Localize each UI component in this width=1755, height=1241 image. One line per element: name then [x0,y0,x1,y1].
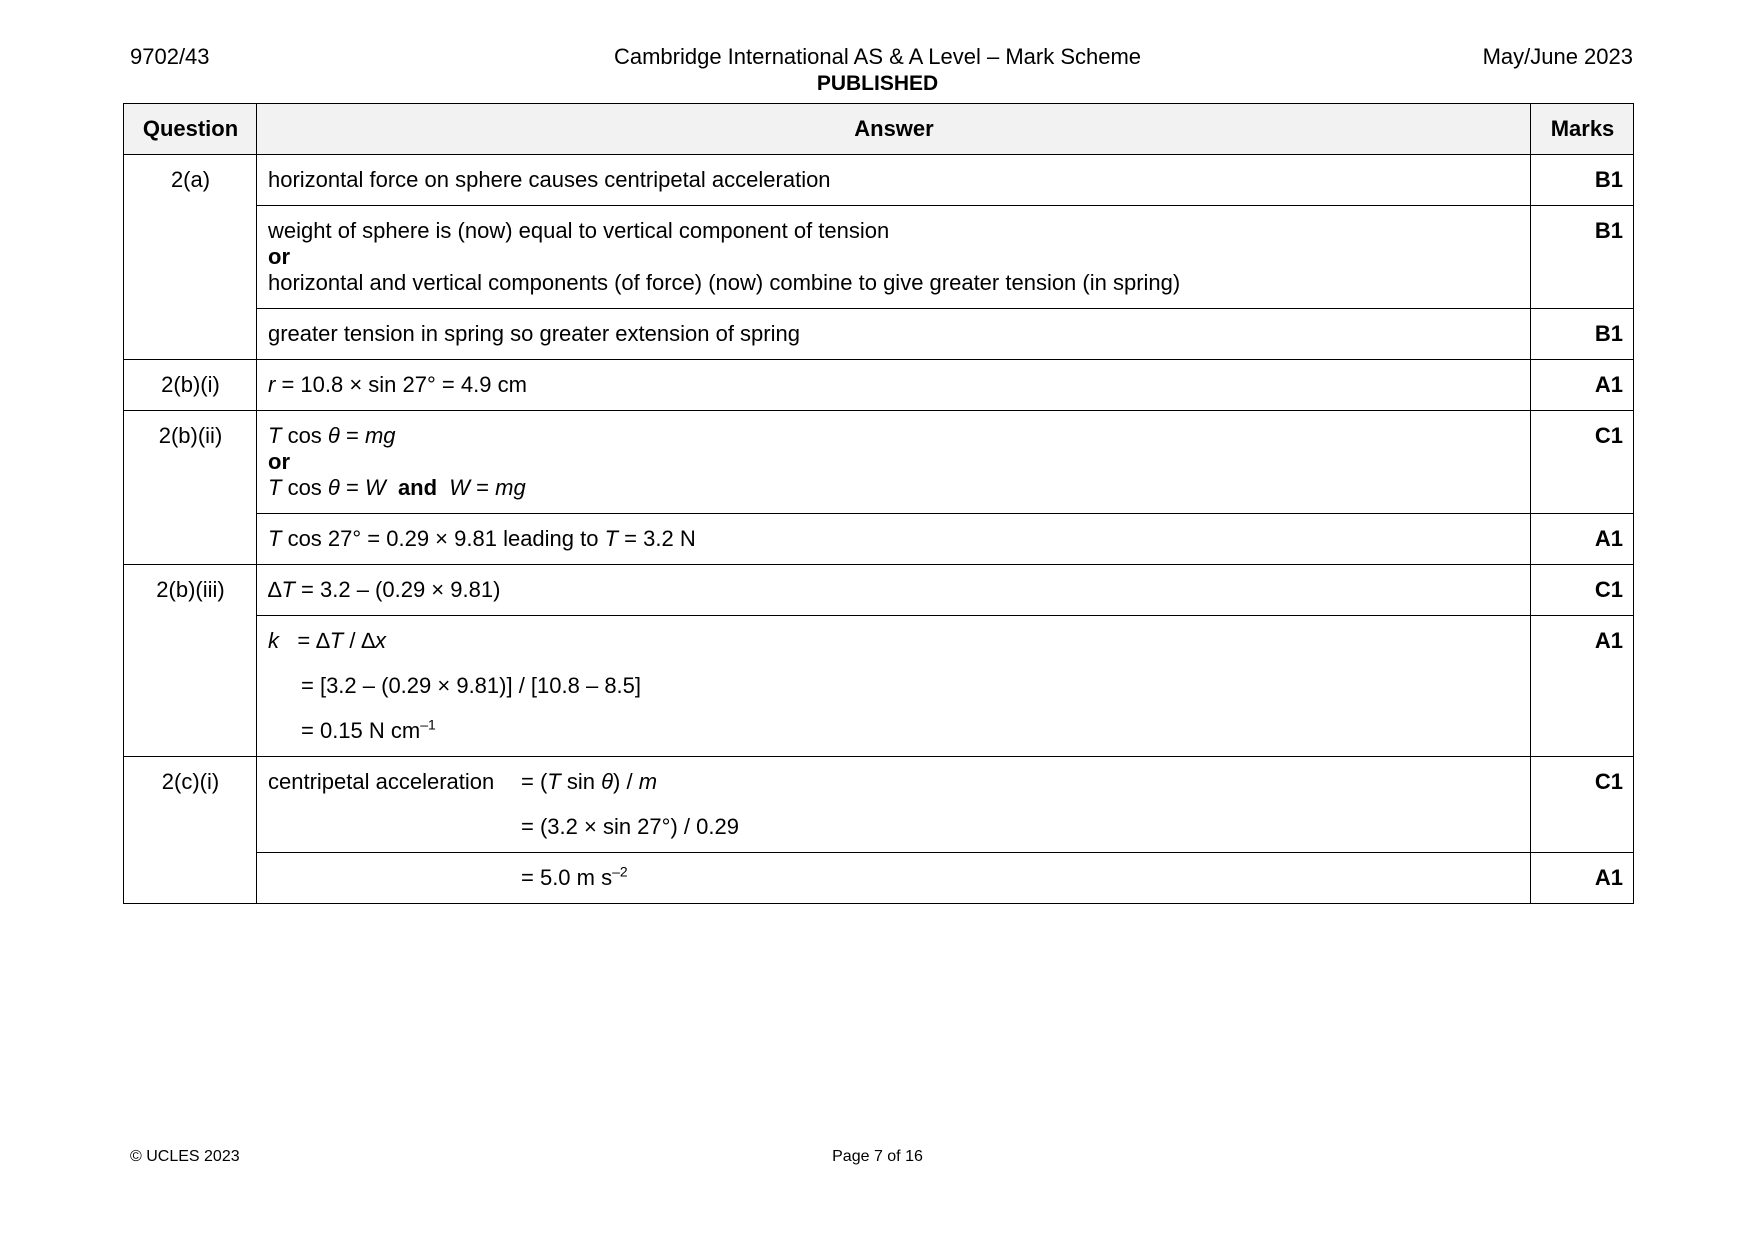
equation-line [268,475,1520,501]
unit-exponent: –1 [420,716,436,733]
answer-cell [257,360,1531,411]
answer-text: weight of sphere is (now) equal to vertical component of tension [268,218,890,243]
equation-text: = [470,475,496,500]
question-number: 2(c)(i) [124,757,257,904]
delta-symbol: ∆ [268,577,282,602]
mark-cell: C1 [1531,565,1634,616]
published-label: PUBLISHED [816,72,939,95]
equation-line [268,718,1520,744]
variable-W: W [364,475,386,500]
variable-k: k [268,628,279,653]
table-header-row [124,104,1634,155]
mark-cell: B1 [1531,309,1634,360]
answer-cell [257,853,1531,904]
paper-code: 9702/43 [130,44,210,69]
variable-theta: θ [601,769,614,794]
variable-r: r [268,372,276,397]
table-row [124,757,1634,853]
question-column-header: Question [124,104,257,155]
equation-text: cos [281,475,328,500]
answer-cell [257,757,1531,853]
equation-line [268,865,1520,891]
equation-expression [521,769,657,795]
table-row [124,411,1634,514]
equation-text: = 0.15 N cm [301,718,421,743]
answer-cell [257,206,1531,309]
variable-theta: θ [327,475,340,500]
table-row [124,360,1634,411]
equation-text: = 3.2 – (0.29 × 9.81) [294,577,501,602]
answer-text: greater tension in spring so greater extension of spring [268,321,800,346]
equation-text: = 5.0 m s [521,865,613,890]
equation-text: = 3.2 N [618,526,696,551]
mark-cell: B1 [1531,206,1634,309]
variable-T: T [268,526,282,551]
page-number: Page 7 of 16 [832,1148,923,1165]
equation-line: = [3.2 – (0.29 × 9.81)] / [10.8 – 8.5] [301,673,642,698]
unit-exponent: –2 [612,863,628,880]
answer-column-header: Answer [257,104,1531,155]
answer-cell [257,565,1531,616]
equation-text: cos [281,423,328,448]
quantity-label: centripetal acceleration [268,769,495,794]
equation-text: sin [560,769,602,794]
answer-text: = 10.8 × sin 27° = 4.9 cm [275,372,527,397]
equation-line [268,423,1520,449]
or-separator: or [268,449,290,474]
equation-line [268,628,1520,654]
or-separator: or [268,244,290,269]
variable-T: T [268,423,282,448]
marks-column-header: Marks [1531,104,1634,155]
table-row [124,206,1634,309]
table-row [124,309,1634,360]
answer-cell [257,309,1531,360]
answer-text: horizontal force on sphere causes centripetal acceleration [268,167,831,192]
answer-cell [257,411,1531,514]
question-number: 2(b)(ii) [124,411,257,565]
equation-line: = (3.2 × sin 27°) / 0.29 [521,814,739,839]
equation-text: = [339,475,365,500]
table-row [124,514,1634,565]
mark-cell: C1 [1531,411,1634,514]
variable-mg: mg [364,423,396,448]
table-row [124,565,1634,616]
variable-x: x [375,628,387,653]
equation-text: cos 27° = 0.29 × 9.81 leading to [281,526,605,551]
variable-T: T [281,577,295,602]
table-row [124,155,1634,206]
variable-mg: mg [495,475,526,500]
variable-T: T [604,526,619,551]
equation-text: / ∆ [343,628,376,653]
mark-cell: A1 [1531,360,1634,411]
equation-text: = ∆ [279,628,330,653]
answer-cell [257,616,1531,757]
mark-cell: B1 [1531,155,1634,206]
answer-cell [257,155,1531,206]
answer-text: horizontal and vertical components (of force) (now) combine to give greater tension (in spring) [268,270,1181,295]
equation-text: = ( [521,769,548,794]
table-row [124,853,1634,904]
table-row [124,616,1634,757]
mark-scheme-table [123,103,1634,904]
question-number: 2(b)(iii) [124,565,257,757]
variable-T: T [268,475,282,500]
variable-T: T [547,769,561,794]
mark-cell: A1 [1531,853,1634,904]
copyright-notice: © UCLES 2023 [130,1148,240,1165]
mark-cell: A1 [1531,514,1634,565]
variable-theta: θ [327,423,340,448]
equation-text: ) / [613,769,639,794]
variable-W: W [449,475,471,500]
question-number: 2(b)(i) [124,360,257,411]
equation-text: = [339,423,365,448]
equation-line [268,769,1520,795]
answer-cell [257,514,1531,565]
exam-session: May/June 2023 [1482,44,1633,69]
mark-cell: A1 [1531,616,1634,757]
variable-T: T [329,628,344,653]
mark-cell: C1 [1531,757,1634,853]
document-title: Cambridge International AS & A Level – Mark Scheme [613,44,1142,69]
question-number: 2(a) [124,155,257,360]
variable-m: m [638,769,658,794]
and-separator: and [397,475,438,500]
